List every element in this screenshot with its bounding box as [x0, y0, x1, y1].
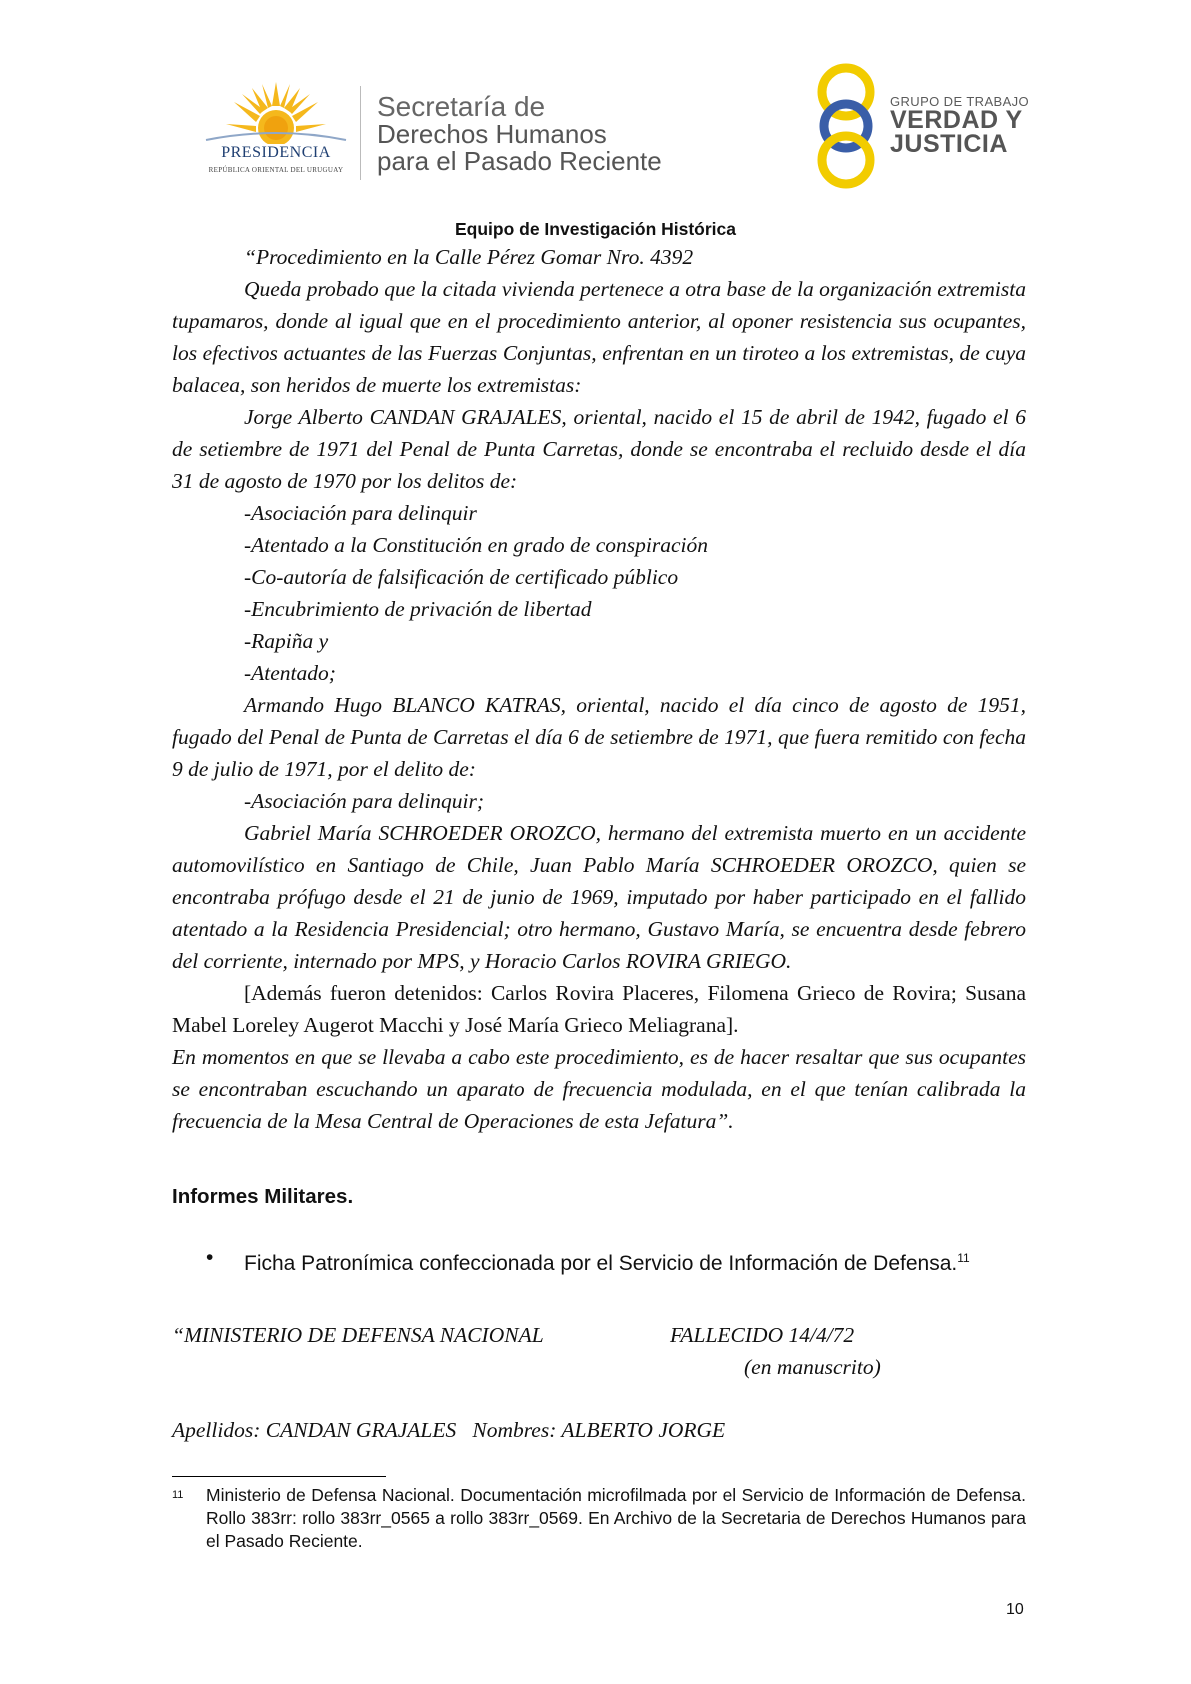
presidencia-logo — [196, 80, 356, 180]
delito-item: -Atentado a la Constitución en grado de conspiración — [244, 533, 708, 557]
presidencia-subtitle: REPÚBLICA ORIENTAL DEL URUGUAY — [208, 166, 344, 174]
report-heading: “Procedimiento en la Calle Pérez Gomar Nro. 4392 — [244, 245, 694, 269]
secretaria-line-1: Secretaría de — [377, 91, 546, 122]
report-paragraph-4: Gabriel María SCHROEDER OROZCO, hermano del extremista muerto en un accidente automovilístico en Santiago de Chile, Juan Pablo María SCHROEDER OROZCO, quien se encontraba prófugo desde el 21 de junio de 1969, imputado por haber participado en el fallido atentado a la Residencia Presidencial; otro hermano, Gustavo María, se encuentra desde febrero del corriente, internado por MPS, y Horacio Carlos ROVIRA GRIEGO. — [172, 821, 1026, 973]
delito-item: -Co-autoría de falsificación de certificado público — [244, 565, 679, 589]
delito-item: -Asociación para delinquir — [244, 501, 477, 525]
secretaria-title — [377, 92, 662, 175]
handwritten-note: (en manuscrito) — [744, 1355, 881, 1379]
header-divider — [360, 86, 361, 180]
grupo-line-2: VERDAD Y — [890, 106, 1023, 134]
footnote-divider — [172, 1476, 386, 1477]
bullet-text — [244, 1242, 1026, 1280]
footnote-number: 11 — [172, 1489, 184, 1501]
ministry-name: “MINISTERIO DE DEFENSA NACIONAL — [172, 1323, 544, 1347]
presidencia-name: PRESIDENCIA — [221, 144, 331, 161]
bullet-text-content: Ficha Patronímica confeccionada por el Servicio de Información de Defensa. — [244, 1252, 958, 1275]
footnote-text: Ministerio de Defensa Nacional. Documentación microfilmada por el Servicio de Información de Defensa. Rollo 383rr: rollo 383rr_0565 a rollo 383rr_0569. En Archivo de la Secretaria de Derechos Humanos para el Pasado Reciente. — [206, 1485, 1026, 1551]
report-paragraph-3: Armando Hugo BLANCO KATRAS, oriental, nacido el día cinco de agosto de 1951, fugado del Penal de Punta de Carretas el día 6 de setiembre de 1971, que fuera remitido con fecha 9 de julio de 1971, por el delito de: — [172, 693, 1026, 781]
delito-item: -Rapiña y — [244, 629, 329, 653]
delito-item: -Asociación para delinquir; — [244, 789, 485, 813]
delito-item: -Encubrimiento de privación de libertad — [244, 597, 592, 621]
names-line: Apellidos: CANDAN GRAJALES Nombres: ALBERTO JORGE — [172, 1418, 726, 1442]
section-title: Informes Militares. — [172, 1185, 354, 1208]
report-paragraph-2: Jorge Alberto CANDAN GRAJALES, oriental, nacido el 15 de abril de 1942, fugado el 6 de setiembre de 1971 del Penal de Punta Carretas, donde se encontraba el recluido desde el día 31 de agosto de 1970 por los delitos de: — [172, 405, 1026, 493]
verdad-justicia-logo — [812, 62, 1032, 190]
page-number: 10 — [1006, 1601, 1024, 1618]
team-title: Equipo de Investigación Histórica — [454, 219, 737, 239]
report-paragraph-5: En momentos en que se llevaba a cabo este procedimiento, es de hacer resaltar que sus ocupantes se encontraban escuchando un aparato de frecuencia modulada, en el que tenían calibrada la frecuencia de la Mesa Central de Operaciones de esta Jefatura”. — [172, 1045, 1026, 1133]
rings-icon — [812, 62, 892, 190]
deceased-note: FALLECIDO 14/4/72 — [670, 1323, 855, 1347]
secretaria-line-2: Derechos Humanos — [377, 119, 607, 149]
bullet-icon: • — [206, 1246, 214, 1269]
delito-item: -Atentado; — [244, 661, 336, 685]
quoted-report — [172, 241, 1026, 1137]
grupo-line-1: GRUPO DE TRABAJO — [890, 94, 1030, 109]
footnote-ref[interactable]: 11 — [957, 1251, 970, 1265]
grupo-line-3: JUSTICIA — [890, 130, 1008, 158]
secretaria-line-3: para el Pasado Reciente — [377, 146, 662, 176]
report-paragraph-1: Queda probado que la citada vivienda pertenece a otra base de la organización extremista tupamaros, donde al igual que en el procedimiento anterior, al oponer resistencia sus ocupantes, los efectivos actuantes de las Fuerzas Conjuntas, enfrentan en un tiroteo a los extremistas, de cuya balacea, son heridos de muerte los extremistas: — [172, 277, 1026, 397]
sun-icon — [196, 80, 356, 144]
editorial-note: [Además fueron detenidos: Carlos Rovira Placeres, Filomena Grieco de Rovira; Susana Mabel Loreley Augerot Macchi y José María Grieco Meliagrana]. — [172, 981, 1026, 1037]
